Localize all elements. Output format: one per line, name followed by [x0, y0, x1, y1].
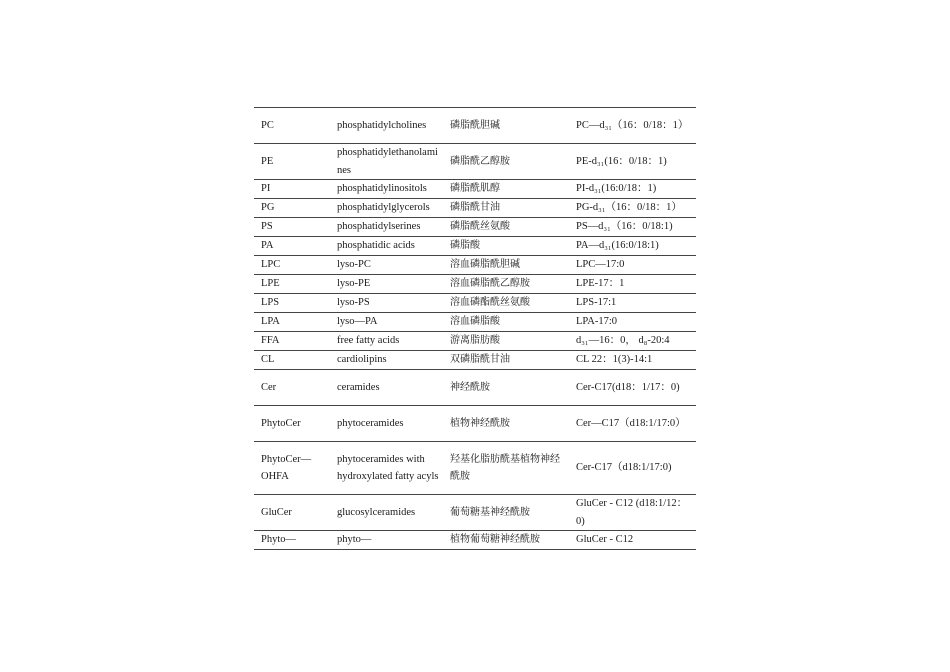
english-name-cell: lyso-PE: [330, 275, 443, 294]
internal-standard-cell: LPS-17:1: [569, 294, 696, 313]
chinese-name-cell: 游离脂肪酸: [443, 332, 569, 351]
chinese-name-cell: 羟基化脂肪酰基植物神经酰胺: [443, 442, 569, 495]
lipid-class-table-container: [254, 107, 696, 550]
english-name-cell: lyso—PA: [330, 313, 443, 332]
english-name-cell: free fatty acids: [330, 332, 443, 351]
internal-standard-cell: LPA-17:0: [569, 313, 696, 332]
chinese-name-cell: 溶血磷脂酰乙醇胺: [443, 275, 569, 294]
abbr-cell: PC: [254, 108, 330, 144]
table-row: [254, 294, 696, 313]
lipid-class-table: [254, 107, 696, 550]
english-name-cell: lyso-PS: [330, 294, 443, 313]
abbr-cell: PS: [254, 218, 330, 237]
internal-standard-cell: PG-d₃₁（16：0/18：1）: [569, 199, 696, 218]
table-row: [254, 256, 696, 275]
chinese-name-cell: 神经酰胺: [443, 370, 569, 406]
internal-standard-cell: CL 22：1(3)-14:1: [569, 351, 696, 370]
abbr-cell: FFA: [254, 332, 330, 351]
abbr-cell: PG: [254, 199, 330, 218]
chinese-name-cell: 溶血磷脂酸: [443, 313, 569, 332]
english-name-cell: phosphatidic acids: [330, 237, 443, 256]
chinese-name-cell: 磷脂酰胆碱: [443, 108, 569, 144]
chinese-name-cell: 溶血磷酯酰丝氨酸: [443, 294, 569, 313]
abbr-cell: Cer: [254, 370, 330, 406]
internal-standard-cell: PS—d₃₁（16：0/18:1): [569, 218, 696, 237]
internal-standard-cell: Cer-C17(d18：1/17：0): [569, 370, 696, 406]
table-row: [254, 199, 696, 218]
table-body: [254, 108, 696, 550]
chinese-name-cell: 葡萄糖基神经酰胺: [443, 495, 569, 531]
chinese-name-cell: 植物神经酰胺: [443, 406, 569, 442]
internal-standard-cell: GluCer - C12: [569, 531, 696, 550]
table-row: [254, 237, 696, 256]
abbr-cell: PI: [254, 180, 330, 199]
english-name-cell: glucosylceramides: [330, 495, 443, 531]
abbr-cell: LPE: [254, 275, 330, 294]
table-row: [254, 332, 696, 351]
internal-standard-cell: PA—d₃₁(16:0/18:1): [569, 237, 696, 256]
table-row: [254, 180, 696, 199]
english-name-cell: phosphatidylinositols: [330, 180, 443, 199]
chinese-name-cell: 溶血磷脂酰胆碱: [443, 256, 569, 275]
chinese-name-cell: 磷脂酰甘油: [443, 199, 569, 218]
abbr-cell: PhytoCer—OHFA: [254, 442, 330, 495]
english-name-cell: phytoceramides: [330, 406, 443, 442]
table-row: [254, 313, 696, 332]
abbr-cell: LPA: [254, 313, 330, 332]
table-row: [254, 218, 696, 237]
internal-standard-cell: PC—d₃₁（16：0/18：1）: [569, 108, 696, 144]
table-row: [254, 351, 696, 370]
table-row: [254, 495, 696, 531]
table-row: [254, 406, 696, 442]
english-name-cell: phyto—: [330, 531, 443, 550]
internal-standard-cell: GluCer - C12 (d18:1/12：0): [569, 495, 696, 531]
abbr-cell: Phyto—: [254, 531, 330, 550]
internal-standard-cell: PI-d₃₁(16:0/18：1): [569, 180, 696, 199]
table-row: [254, 275, 696, 294]
abbr-cell: LPS: [254, 294, 330, 313]
chinese-name-cell: 磷脂酰乙醇胺: [443, 144, 569, 180]
abbr-cell: PA: [254, 237, 330, 256]
table-row: [254, 144, 696, 180]
english-name-cell: phosphatidylglycerols: [330, 199, 443, 218]
chinese-name-cell: 磷脂酰肌醇: [443, 180, 569, 199]
abbr-cell: LPC: [254, 256, 330, 275]
abbr-cell: GluCer: [254, 495, 330, 531]
english-name-cell: cardiolipins: [330, 351, 443, 370]
english-name-cell: phytoceramides with hydroxylated fatty acyls: [330, 442, 443, 495]
internal-standard-cell: d₃₁—16：0， d₈-20:4: [569, 332, 696, 351]
table-row: [254, 442, 696, 495]
abbr-cell: PE: [254, 144, 330, 180]
internal-standard-cell: LPE-17：1: [569, 275, 696, 294]
english-name-cell: phosphatidylcholines: [330, 108, 443, 144]
table-row: [254, 370, 696, 406]
english-name-cell: phosphatidylserines: [330, 218, 443, 237]
english-name-cell: phosphatidylethanolamines: [330, 144, 443, 180]
english-name-cell: lyso-PC: [330, 256, 443, 275]
abbr-cell: PhytoCer: [254, 406, 330, 442]
chinese-name-cell: 磷脂酸: [443, 237, 569, 256]
table-row: [254, 531, 696, 550]
internal-standard-cell: Cer-C17（d18:1/17:0): [569, 442, 696, 495]
chinese-name-cell: 磷脂酰丝氨酸: [443, 218, 569, 237]
internal-standard-cell: LPC—17:0: [569, 256, 696, 275]
abbr-cell: CL: [254, 351, 330, 370]
chinese-name-cell: 植物葡萄糖神经酰胺: [443, 531, 569, 550]
internal-standard-cell: PE-d₃₁(16：0/18：1): [569, 144, 696, 180]
chinese-name-cell: 双磷脂酰甘油: [443, 351, 569, 370]
table-row: [254, 108, 696, 144]
internal-standard-cell: Cer—C17（d18:1/17:0）: [569, 406, 696, 442]
english-name-cell: ceramides: [330, 370, 443, 406]
